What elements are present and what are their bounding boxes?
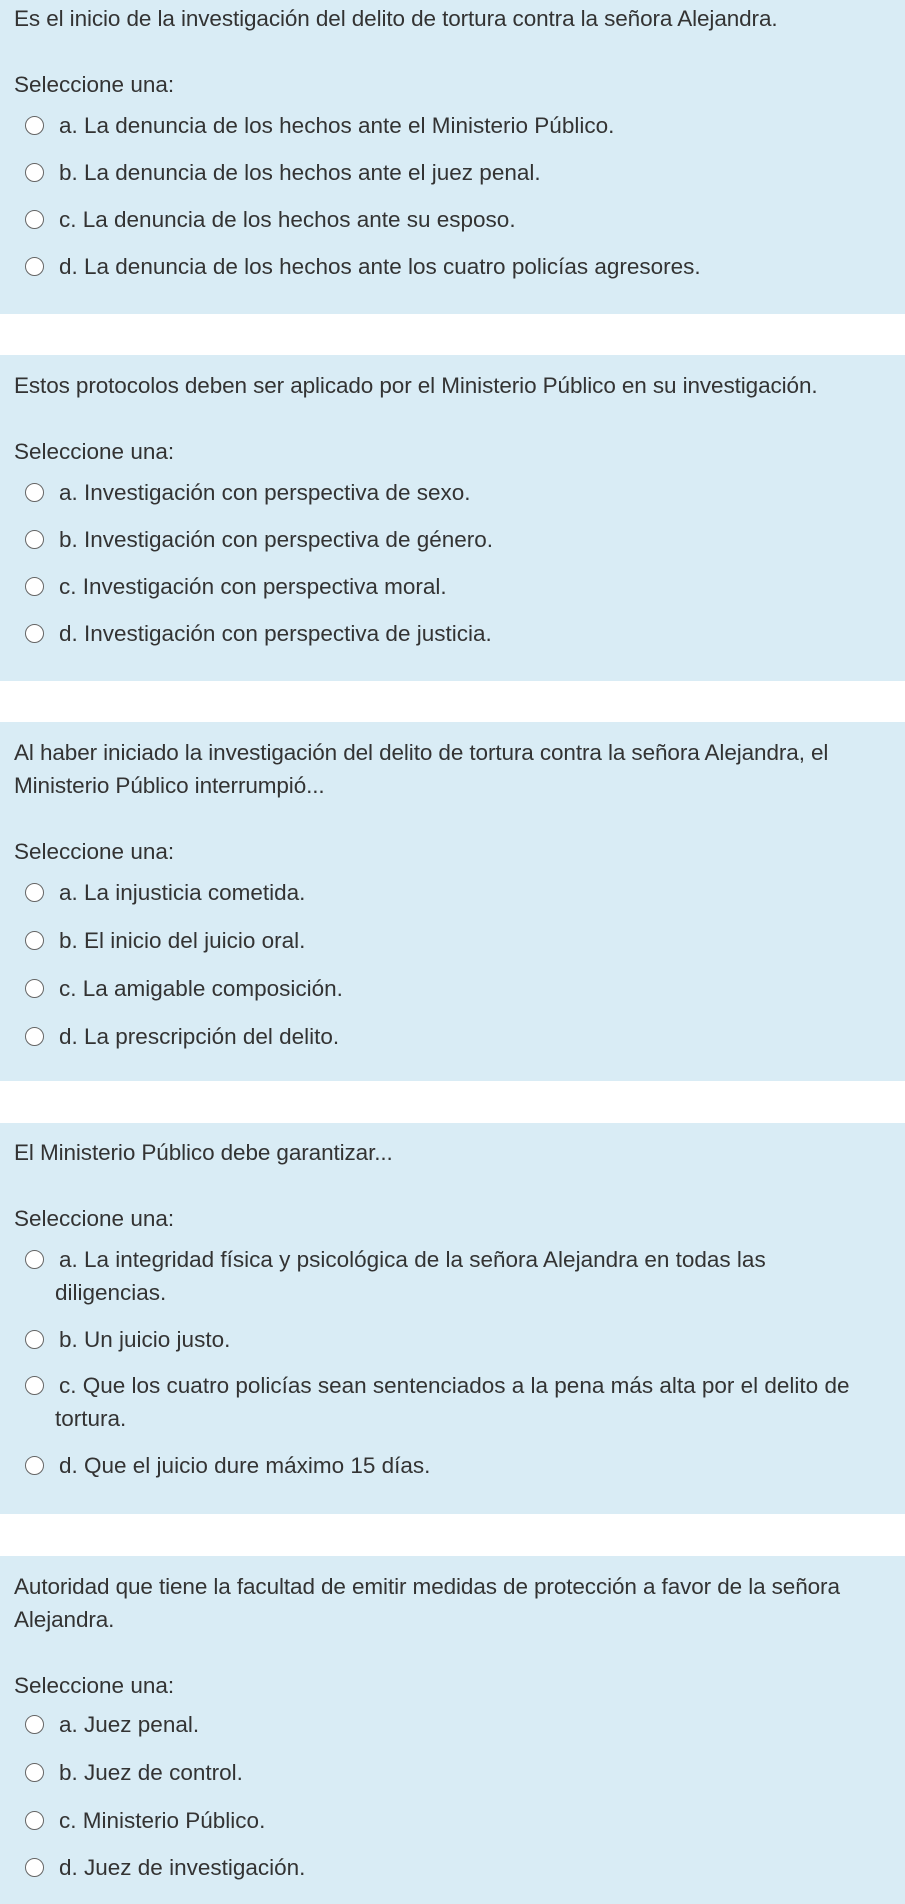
- option-label-line: tortura.: [55, 1406, 127, 1431]
- option-d[interactable]: [14, 1449, 891, 1495]
- radio-icon[interactable]: [25, 483, 44, 502]
- radio-icon[interactable]: [25, 883, 44, 902]
- option-label: [55, 1373, 891, 1435]
- option-label: d. Juez de investigación.: [59, 1855, 306, 1880]
- option-label: b. Juez de control.: [59, 1760, 243, 1785]
- option-a[interactable]: [14, 876, 891, 924]
- radio-icon[interactable]: [25, 624, 44, 643]
- option-label: c. La amigable composición.: [59, 976, 343, 1001]
- option-label: a. Juez penal.: [59, 1712, 200, 1737]
- option-label: c. Ministerio Público.: [59, 1808, 266, 1833]
- radio-icon[interactable]: [25, 1858, 44, 1877]
- question-1: [0, 0, 905, 314]
- option-d[interactable]: [14, 1851, 891, 1898]
- option-b[interactable]: [14, 156, 891, 203]
- radio-icon[interactable]: [25, 1250, 44, 1269]
- option-b[interactable]: [14, 1756, 891, 1804]
- radio-icon[interactable]: [25, 163, 44, 182]
- option-c[interactable]: [14, 1804, 891, 1851]
- option-d[interactable]: [14, 1020, 891, 1068]
- option-label-line: c. Que los cuatro policías sean sentenciados a la pena más alta por el delito de: [59, 1373, 850, 1398]
- option-a[interactable]: [14, 1243, 891, 1323]
- radio-icon[interactable]: [25, 1376, 44, 1395]
- question-text-line: Autoridad que tiene la facultad de emitir medidas de protección a favor de la señora: [14, 1574, 840, 1599]
- select-prompt: Seleccione una:: [14, 839, 175, 864]
- radio-icon[interactable]: [25, 1330, 44, 1349]
- radio-icon[interactable]: [25, 979, 44, 998]
- radio-icon[interactable]: [25, 210, 44, 229]
- option-a[interactable]: [14, 476, 891, 523]
- option-a[interactable]: [14, 109, 891, 156]
- option-label: a. Investigación con perspectiva de sexo.: [59, 480, 471, 505]
- option-d[interactable]: [14, 617, 891, 664]
- question-text-line: Alejandra.: [14, 1607, 115, 1632]
- option-label: d. Investigación con perspectiva de justicia.: [59, 621, 492, 646]
- option-b[interactable]: [14, 924, 891, 972]
- radio-icon[interactable]: [25, 1715, 44, 1734]
- option-label: [55, 1247, 891, 1309]
- option-c[interactable]: [14, 972, 891, 1020]
- radio-icon[interactable]: [25, 1027, 44, 1046]
- option-label: b. La denuncia de los hechos ante el juez penal.: [59, 160, 541, 185]
- radio-icon[interactable]: [25, 577, 44, 596]
- option-label-line: diligencias.: [55, 1280, 167, 1305]
- radio-icon[interactable]: [25, 257, 44, 276]
- option-b[interactable]: [14, 1323, 891, 1369]
- question-text: Es el inicio de la investigación del delito de tortura contra la señora Alejandra.: [14, 6, 778, 31]
- question-text-line: Al haber iniciado la investigación del delito de tortura contra la señora Alejandra, el: [14, 740, 829, 765]
- option-c[interactable]: [14, 203, 891, 250]
- question-5: [0, 1556, 905, 1904]
- radio-icon[interactable]: [25, 1456, 44, 1475]
- question-3: [0, 722, 905, 1081]
- option-label: a. La injusticia cometida.: [59, 880, 306, 905]
- question-2: [0, 355, 905, 681]
- option-c[interactable]: [14, 570, 891, 617]
- radio-icon[interactable]: [25, 1811, 44, 1830]
- radio-icon[interactable]: [25, 530, 44, 549]
- select-prompt: Seleccione una:: [14, 72, 175, 97]
- option-d[interactable]: [14, 250, 891, 297]
- option-label: b. El inicio del juicio oral.: [59, 928, 306, 953]
- question-text-line: Ministerio Público interrumpió...: [14, 773, 325, 798]
- option-label: b. Un juicio justo.: [59, 1327, 231, 1352]
- question-text: El Ministerio Público debe garantizar...: [14, 1140, 393, 1165]
- option-label: d. Que el juicio dure máximo 15 días.: [59, 1453, 431, 1478]
- question-4: [0, 1123, 905, 1514]
- select-prompt: Seleccione una:: [14, 1206, 175, 1231]
- radio-icon[interactable]: [25, 931, 44, 950]
- question-text: [14, 1556, 891, 1636]
- option-label: d. La denuncia de los hechos ante los cuatro policías agresores.: [59, 254, 701, 279]
- radio-icon[interactable]: [25, 116, 44, 135]
- question-text: [14, 722, 891, 802]
- option-c[interactable]: [14, 1369, 891, 1449]
- option-b[interactable]: [14, 523, 891, 570]
- option-label: d. La prescripción del delito.: [59, 1024, 340, 1049]
- option-label: b. Investigación con perspectiva de género.: [59, 527, 494, 552]
- option-a[interactable]: [14, 1708, 891, 1756]
- select-prompt: Seleccione una:: [14, 1673, 175, 1698]
- radio-icon[interactable]: [25, 1763, 44, 1782]
- option-label-line: a. La integridad física y psicológica de la señora Alejandra en todas las: [59, 1247, 766, 1272]
- select-prompt: Seleccione una:: [14, 439, 175, 464]
- question-text: Estos protocolos deben ser aplicado por el Ministerio Público en su investigación.: [14, 373, 818, 398]
- option-label: a. La denuncia de los hechos ante el Ministerio Público.: [59, 113, 615, 138]
- option-label: c. La denuncia de los hechos ante su esposo.: [59, 207, 516, 232]
- option-label: c. Investigación con perspectiva moral.: [59, 574, 447, 599]
